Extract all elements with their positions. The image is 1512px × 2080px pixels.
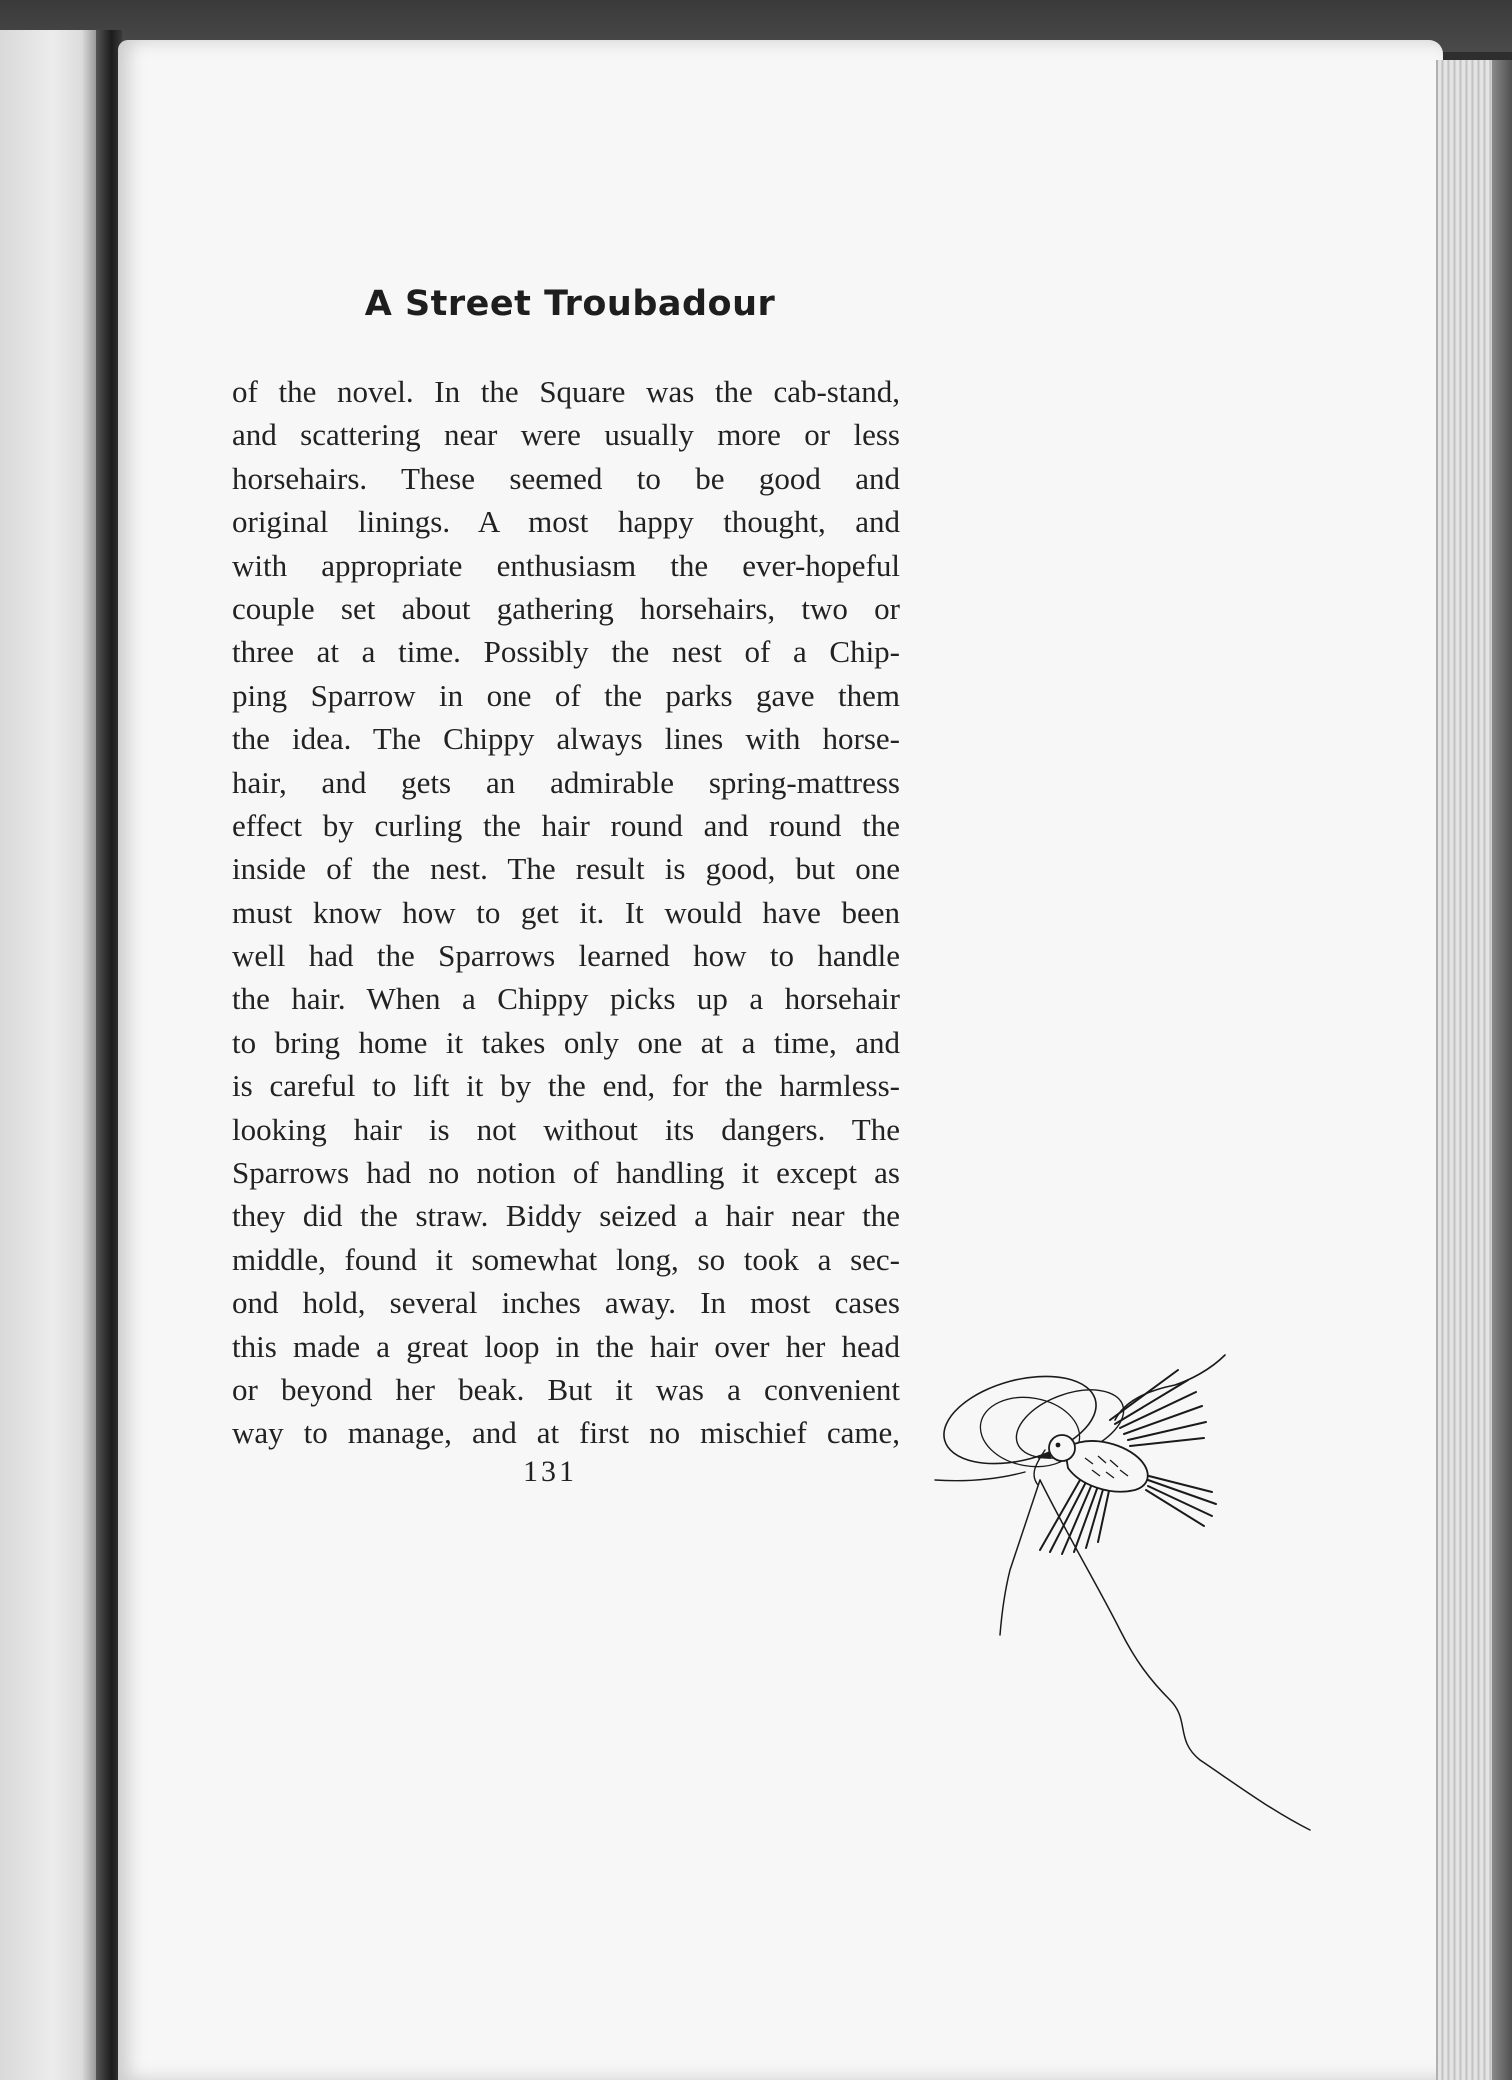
text-line: must know how to get it. It would have been bbox=[232, 894, 900, 930]
text-line: hair, and gets an admirable spring-mattress bbox=[232, 764, 900, 800]
text-line: Sparrows had no notion of handling it except as bbox=[232, 1155, 900, 1191]
text-line: this made a great loop in the hair over her head bbox=[232, 1328, 900, 1364]
page-stack-edge bbox=[1436, 60, 1512, 2080]
text-line: with appropriate enthusiasm the ever-hopeful bbox=[232, 547, 900, 583]
text-line: and scattering near were usually more or less bbox=[232, 417, 900, 453]
facing-page-edge bbox=[0, 30, 96, 2080]
text-line: three at a time. Possibly the nest of a Chip- bbox=[232, 634, 900, 670]
text-line: the idea. The Chippy always lines with horse- bbox=[232, 721, 900, 757]
sparrow-with-horsehair-icon bbox=[920, 1340, 1320, 1860]
body-text bbox=[232, 370, 900, 1455]
text-line: couple set about gathering horsehairs, two or bbox=[232, 590, 900, 626]
text-line: looking hair is not without its dangers. The bbox=[232, 1111, 900, 1147]
text-line: well had the Sparrows learned how to handle bbox=[232, 938, 900, 974]
text-line: effect by curling the hair round and round the bbox=[232, 807, 900, 843]
text-line: ping Sparrow in one of the parks gave them bbox=[232, 677, 900, 713]
text-line: the hair. When a Chippy picks up a horsehair bbox=[232, 981, 900, 1017]
text-line: middle, found it somewhat long, so took a sec- bbox=[232, 1241, 900, 1277]
page-number: 131 bbox=[523, 1455, 577, 1488]
text-line: of the novel. In the Square was the cab-stand, bbox=[232, 374, 900, 409]
text-line: to bring home it takes only one at a time, and bbox=[232, 1024, 900, 1060]
text-line: way to manage, and at first no mischief came, bbox=[232, 1415, 900, 1451]
text-line: horsehairs. These seemed to be good and bbox=[232, 460, 900, 496]
text-line: original linings. A most happy thought, and bbox=[232, 504, 900, 540]
running-head: A Street Troubadour bbox=[364, 284, 776, 324]
text-line: is careful to lift it by the end, for the harmless- bbox=[232, 1068, 900, 1104]
text-line: ond hold, several inches away. In most cases bbox=[232, 1285, 900, 1321]
text-line: or beyond her beak. But it was a convenient bbox=[232, 1371, 900, 1407]
text-line: inside of the nest. The result is good, but one bbox=[232, 851, 900, 887]
text-line: they did the straw. Biddy seized a hair near the bbox=[232, 1198, 900, 1234]
